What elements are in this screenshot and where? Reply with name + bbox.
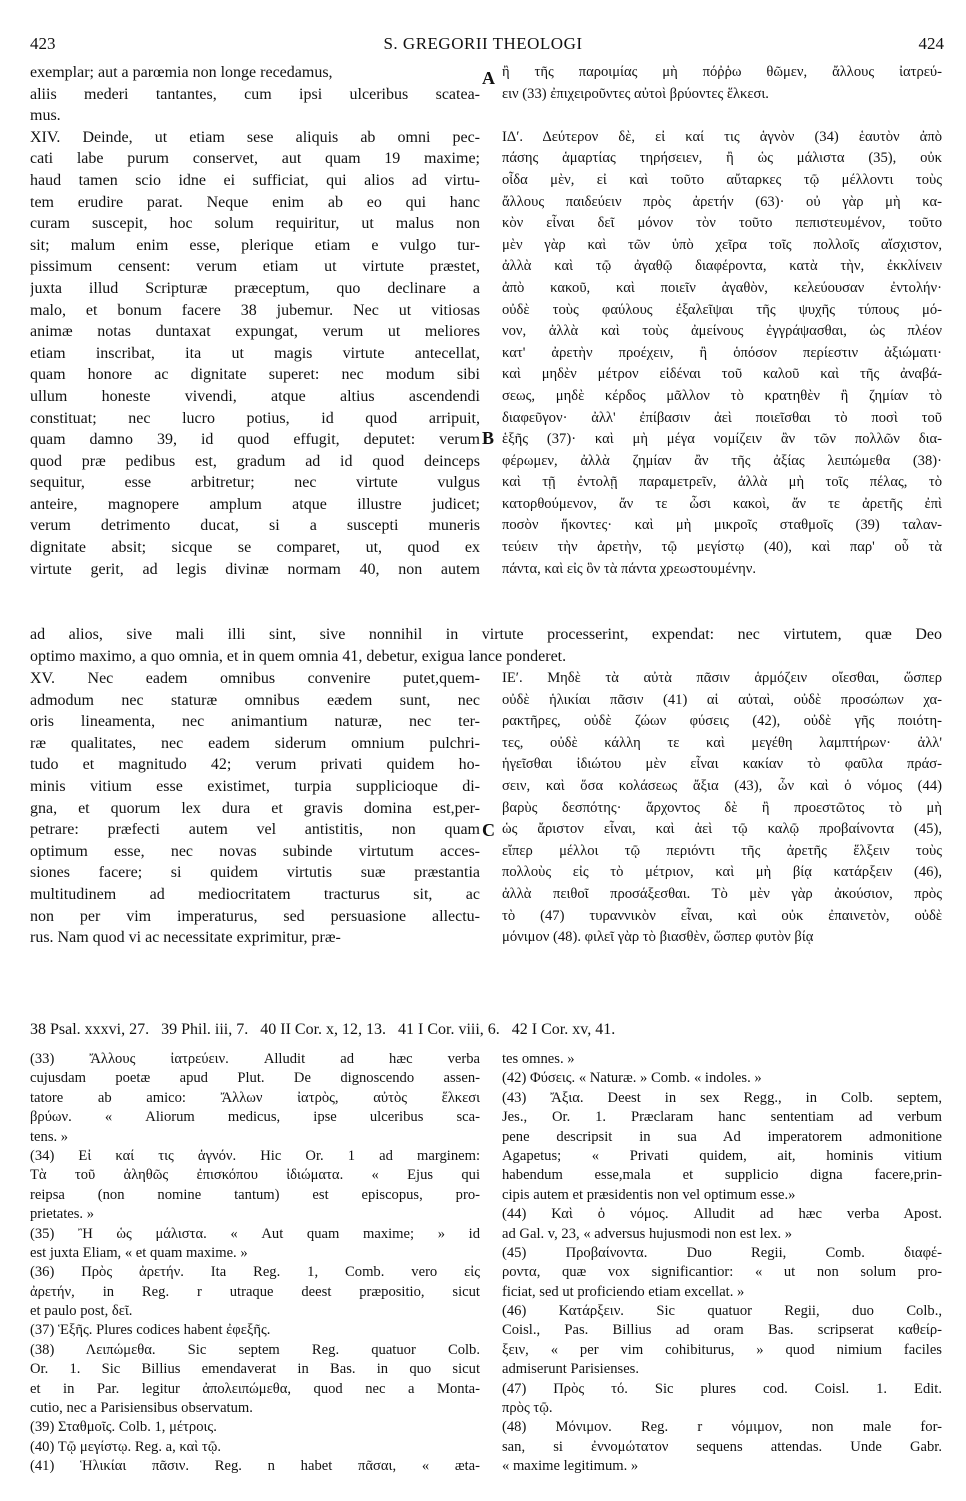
greek-a-line: κατ' ἀρετὴν προέχειν, ἢ ὁπόσον περίεστιν ἀξιώματι· [502,344,942,361]
notes-right-line: ροντα, quæ vox significantior: « ut non solum pro- [502,1264,942,1281]
notes-right-line: (46) Κατάρξειν. Sic quatuor Regii, duo Colb., [502,1303,942,1320]
greek-b-line: ρακτῆρες, οὐδὲ ζώων φύσεις (42), οὐδὲ γῆς ποιότη- [502,713,942,730]
latin-a-line: quam damno 39, id quod effugit, deputet: verum [30,431,480,449]
notes-right-line: (42) Φύσεις. « Naturæ. » Comb. « indoles. » [502,1070,762,1087]
greek-a-line: καὶ μηδὲν μέτρον εἰδέναι τοῦ καλοῦ καὶ τῆς ἀναβά- [502,366,942,383]
greek-a-line: κὸν εἶναι δεῖ μόνον τὸν τοῦτο πεπιστευμένον, τοῦτο [502,215,942,232]
notes-right-line: Agapetus; « Privati quidem, ait, hominis vitium [502,1147,942,1164]
latin-column-a [30,62,480,580]
greek-b-line: ἡγεῖσθαι ἰδιώτου μὲν εἶναι κακίαν τὸ φαῦλα πράσ- [502,756,942,773]
latin-a-line: XIV. Deinde, ut etiam sese aliquis ab omni pec- [30,128,480,146]
notes-right-line: ficiat, sed ut proficiendo etiam excellat. » [502,1283,745,1300]
greek-a-line: νον, ἀλλὰ καὶ τοὺς ἀμείνους ἐγγράψασθαι, ὡς πλέον [502,323,942,340]
greek-b-line: ΙΕʹ. Μηδὲ τὰ αὐτὰ πᾶσιν ἁρμόζειν οἴεσθαι, ὥσπερ [502,670,942,686]
notes-left-line: cujusdam poetæ apud Plut. De dignoscendo assen- [30,1070,480,1087]
latin-b-line: siones facere; si quidem virtutis suæ præstantia [30,864,480,882]
greek-column-a [502,62,942,580]
notes-right-line: (43) Ἄξια. Deest in sex Regg., in Colb. septem, [502,1089,942,1106]
notes-left-line: Τὰ τοῦ ἀληθῶς ἐπισκόπου ἰδιώματα. « Ejus qui [30,1167,480,1184]
latin-b-line: non per vim imperaturus, sed persuasione allectu- [30,907,480,925]
latin-a-line: curam suscepit, hoc solum requiritur, ut malus non [30,215,480,233]
page-number-right: 424 [918,34,944,53]
scripture-references: 38 Psal. xxxvi, 27. 39 Phil. iii, 7. 40 II Cor. x, 12, 13. 41 I Cor. viii, 6. 42 I Cor. xv, 41. [30,1021,616,1038]
notes-right-line: (48) Μόνιμον. Reg. r νόμιμον, non male for- [502,1419,942,1436]
latin-b-line: ræ qualitates, nec eadem siderum omnium pulchri- [30,734,480,752]
latin-b-line: minis vitium esse existimet, turpia supplicioque di- [30,777,480,795]
latin-a-line: cati labe purum conservet, aut quam 19 maxime; [30,150,480,168]
latin-b-line: petrare: præfecti autem vel antistitis, non quam [30,821,480,839]
latin-a-line: aliis mederi tantantes, cum ipsi ulceribus scatea- [30,85,480,103]
page-header [0,34,966,58]
greek-a-line: ποσὸν ἥκοντες· καὶ μὴ μικροῖς σταθμοῖς (39) ταλαν- [502,517,942,534]
notes-left-line: tatore ab amico: Ἄλλων ἰατρὸς, αὐτὸς ἕλκεσι [30,1089,480,1106]
notes-right-line: « maxime legitimum. » [502,1458,639,1475]
notes-right-line: pene descripsit in sua Ad imperatorem admonitione [502,1128,942,1145]
latin-b-line: tudo et magnitudo 42; verum privati quidem ho- [30,756,480,774]
notes-right-line: ξειν, « per vim cohibiturus, » quod nimium faciles [502,1341,942,1358]
notes-right-line: Jes., Or. 1. Præclaram hanc sententiam ad verbum [502,1109,942,1126]
greek-b-line: τὸ (47) τυραννικὸν εἶναι, καὶ οὐκ ἐπαινετὸν, οὐδὲ [502,907,942,924]
full-width-lines [30,624,942,667]
latin-b-line: gna, et quorum lex dura et gravis domina est,per- [30,799,480,817]
latin-a-line: mus. [30,107,61,125]
greek-a-line: καὶ τῇ ἐντολῇ παραμετρεῖν, ἀλλὰ μὴ τοῖς πέλας, τὸ [502,474,942,491]
notes-left-line: (41) Ἡλικίαι πᾶσιν. Reg. n habet πᾶσαι, « æta- [30,1458,480,1475]
greek-a-line: πάσης ἁμαρτίας τηρήσειεν, ἢ ὡς μάλιστα (35), οὐκ [502,150,942,167]
notes-left-line: (40) Τῷ μεγίστῳ. Reg. a, καὶ τῷ. [30,1438,221,1455]
notes-right-line: admiserunt Parisienses. [502,1361,639,1378]
greek-b-line: εἴπερ μέλλοι τῷ περιόντι τῆς ἀρετῆς ἕλξειν τοὺς [502,842,942,859]
latin-b-line: rus. Nam quod vi ac necessitate exprimitur, præ- [30,929,341,947]
latin-a-line: virtute gerit, ad legis divinæ normam 40, non autem [30,560,480,578]
margin-mark-c: C [482,820,495,840]
latin-a-line: quam honore ac dignitate superet: nec modum sibi [30,366,480,384]
notes-right-line: cipis autem et præsidentis non vel optimum esse.» [502,1186,796,1203]
notes-left-line: cutio, nec a Parisiensibus observatum. [30,1400,253,1417]
greek-a-line: ειν (33) ἐπιχειροῦντες αὐτοὶ βρύοντες ἕλκεσι. [502,85,769,102]
greek-a-line: σεως, μηδὲ κέρδος μᾶλλον τὸ κρατηθὲν ἢ ζημίαν τὸ [502,387,942,404]
greek-a-line: ἄλλους παιδεύειν πρὸς ἀρετήν (63)· οὐ γὰρ μὴ κα- [502,193,942,210]
footnotes-right [502,1050,942,1477]
notes-left-line: est juxta Eliam, « et quam maxime. » [30,1244,248,1261]
greek-b-line: μόνιμον (48). φιλεῖ γὰρ τὸ βιασθὲν, ὥσπερ φυτὸν βίᾳ [502,929,814,946]
notes-left-line: (33) Ἄλλους ἰατρεύειν. Alludit ad hæc verba [30,1051,480,1067]
running-title: S. GREGORII THEOLOGI [383,34,583,53]
notes-right-line: ad Gal. v, 23, « adversus hujusmodi non est lex. » [502,1225,793,1242]
latin-a-line: dignitate absit; sicque se comparet, ut, quod ex [30,539,480,557]
latin-b-line: multitudinem ad mediocritatem tracturus sit, ac [30,885,480,903]
latin-b-line: optimum esse, nec novas subinde virtutum acces- [30,842,480,860]
latin-a-line: pissimum censent: verum etiam ut virtute præstet, [30,258,480,276]
notes-right-line: πρὸς τῷ. [502,1400,553,1417]
margin-mark-a: A [482,68,495,88]
latin-column-b [30,668,480,949]
margin-mark-b: B [482,428,495,448]
page-number-left: 423 [30,34,56,53]
greek-b-line: τες, οὐδὲ κάλλη τε καὶ μεγέθη λαμπτήρων· ἀλλ' [502,734,942,751]
notes-left-line: (36) Πρὸς ἀρετήν. Ita Reg. 1, Comb. vero εἰς [30,1264,480,1281]
notes-left-line: tens. » [30,1128,69,1145]
greek-a-line: ἀλλὰ καὶ τῷ ἀγαθῷ διαφέροντα, κατὰ τὴν, ἐκκλίνειν [502,258,942,275]
notes-right-line: (47) Πρὸς τό. Sic plures cod. Coisl. 1. Edit. [502,1380,942,1397]
greek-b-line: σειν, καὶ ὅσα κολάσεως ἄξια (43), ὧν καὶ ὁ νόμος (44) [502,777,942,794]
notes-right-line: (45) Προβαίνοντα. Duo Regii, Comb. διαφέ- [502,1244,942,1261]
greek-a-line: πάντα, καὶ εἰς ὃν τὰ πάντα χρεωστουμένην. [502,560,757,577]
notes-left-line: βρύων. « Aliorum medicus, ipse ulceribus sca- [30,1109,480,1126]
greek-a-line [502,105,942,127]
footnotes-left [30,1050,480,1477]
greek-a-line: οἶδα μὲν, εἰ καὶ τοῦτο αὔταρκες τῷ μέλλοντι τοὺς [502,171,942,188]
latin-a-line: haud tamen scio idne ei sufficiat, qui alios ad virtu- [30,171,480,189]
greek-a-line: ἢ τῆς παροιμίας μὴ πόῤῥω θῶμεν, ἄλλους ἰατρεύ- [502,64,942,80]
latin-a-line: quod præ pedibus est, gradum ad id quod deinceps [30,452,480,470]
greek-a-line: διαφεῦγον· ἀλλ' ἐπίβασιν ἀεὶ ποιεῖσθαι τὸ ποσὶ τοῦ [502,409,942,426]
latin-a-line: malo, et bonum facere 38 jubemur. Nec ut vitiosas [30,301,480,319]
notes-left-line: reipsa (non nomine tantum) est episcopus, pro- [30,1186,480,1203]
notes-left-line: (39) Σταθμοῖς. Colb. 1, μέτροις. [30,1419,217,1436]
notes-left-line: (37) Ἑξῆς. Plures codices habent ἐφεξῆς. [30,1322,271,1339]
greek-a-line: τεύειν τὴν ἀρετὴν, τῷ μεγίστῳ (40), καὶ παρ' οὗ τὰ [502,539,942,556]
full-lines-line: optimo maximo, a quo omnia, et in quem omnia 41, debetur, exigua lance ponderet. [30,647,567,665]
notes-left-line: et paulo post, δεῖ. [30,1303,133,1320]
latin-a-line: juxta illud Scripturæ præceptum, quo declinare a [30,279,480,297]
greek-b-line: οὐδὲ ἡλικίαι πᾶσιν (41) αἱ αὐταὶ, οὐδὲ προσώπων χα- [502,691,942,708]
notes-left-line: Or. 1. Sic Billius emendaverat in Bas. in quo sicut [30,1361,480,1378]
greek-column-b [502,668,942,949]
full-lines-line: ad alios, sive mali illi sint, sive nonnihil in virtute processerint, expendat: nec virtutem, quæ Deo [30,626,942,643]
latin-a-line: anteire, magnopere amplum atque illustre judicet; [30,495,480,513]
notes-right-line: tes omnes. » [502,1051,575,1067]
notes-left-line: prietates. » [30,1206,95,1223]
latin-b-line: oris lineamenta, nec animantium naturæ, nec ter- [30,713,480,731]
latin-a-line: sequitur, esse arbitretur; nec virtute vulgus [30,474,480,492]
notes-left-line: ἀρετήν, in Reg. r utraque deest præpositio, sicut [30,1283,480,1300]
latin-a-line: exemplar; aut a parœmia non longe recedamus, [30,64,333,81]
latin-a-line: constituat; nec lucro potius, id quod arripuit, [30,409,480,427]
greek-b-line: ὡς ἄριστον εἶναι, καὶ ἀεὶ τῷ καλῷ προβαίνοντα (45), [502,821,942,838]
notes-right-line: Coisl., Pas. Billius ad oram Bas. scripserat καθείρ- [502,1322,942,1339]
greek-a-line: οὐδὲ τοὺς φαύλους ἐξαλεῖψαι τῆς ψυχῆς τύπους μό- [502,301,942,318]
greek-b-line: βαρὺς δεσπότης· ἄρχοντος δὲ ἢ προεστῶτος τὸ μὴ [502,799,942,816]
notes-left-line: (35) Ἢ ὡς μάλιστα. « Aut quam maxime; » id [30,1225,480,1242]
latin-b-line: admodum nec staturæ omnibus eædem sunt, nec [30,691,480,709]
latin-a-line: tem erudire parat. Neque enim ab eo qui hanc [30,193,480,211]
latin-a-line: sit; malum enim esse, plerique etiam e vulgo tur- [30,236,480,254]
greek-a-line: φέρωμεν, ἀλλὰ ζημίαν ἂν τῆς ἀξίας λειπώμεθα (38)· [502,452,942,469]
notes-right-line: (44) Καὶ ὁ νόμος. Alludit ad hæc verba Apost. [502,1206,942,1223]
latin-b-line: XV. Nec eadem omnibus convenire putet,quem- [30,670,480,687]
latin-a-line: verum detrimento ducat, si a suscepti muneris [30,517,480,535]
greek-a-line: ΙΔʹ. Δεύτερον δὲ, εἰ καί τις ἁγνὸν (34) ἑαυτὸν ἀπὸ [502,128,942,145]
greek-a-line: ἀπὸ κακοῦ, καὶ ποιεῖν ἀγαθὸν, κελεύουσαν ἐντολήν· [502,279,942,296]
notes-left-line: (38) Λειπώμεθα. Sic septem Reg. quatuor Colb. [30,1341,480,1358]
notes-left-line: et in Par. legitur ἀπολειπώμεθα, quod nec a Monta- [30,1380,480,1397]
greek-a-line: κατορθούμενον, ἄν τε ὦσι κακοὶ, ἄν τε ἀρετῆς ἐπὶ [502,495,942,512]
notes-right-line: san, si ἐννομώτατον sequens attendas. Unde Gabr. [502,1438,942,1455]
greek-b-line: ἀλλὰ πειθοῖ προσάξεσθαι. Τὸ μὲν γὰρ ἀκούσιον, πρὸς [502,885,942,902]
notes-left-line: (34) Εἰ καί τις ἁγνόν. Hic Or. 1 ad marginem: [30,1147,480,1164]
latin-a-line: etiam inscribat, ita ut magis virtute antecellat, [30,344,480,362]
notes-right-line: habendum esse,mala et supplicio digna facere,prin- [502,1167,942,1184]
greek-a-line: μὲν γὰρ καὶ τῶν ὑπὸ χεῖρα τοῖς πολλοῖς αἴσχιστον, [502,236,942,253]
latin-a-line: animæ notas duntaxat expungat, verum ut meliores [30,323,480,341]
greek-a-line: ἑξῆς (37)· καὶ μὴ μέγα νομίζειν ἂν τῶν πολλῶν δια- [502,431,942,448]
greek-b-line: πολλοὺς εἰς τὸ μέτριον, καὶ μὴ βίᾳ κατάρξειν (46), [502,864,942,881]
latin-a-line: ullum honeste vivendi, atque altius ascendendi [30,387,480,405]
